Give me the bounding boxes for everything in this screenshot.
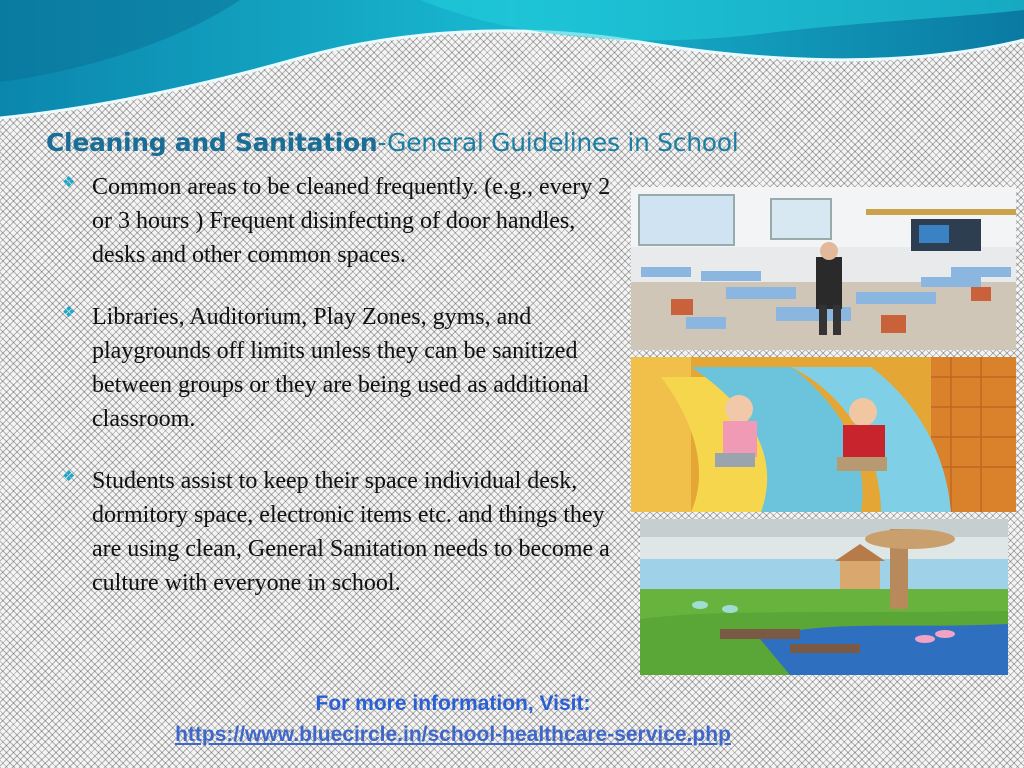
list-item (60, 170, 620, 272)
header-wave (0, 0, 1024, 140)
title-bold: Cleaning and Sanitation (46, 128, 378, 157)
bullet-text: Students assist to keep their space individual desk, dormitory space, electronic items etc. and things they are using clean, General Sanitation needs to become a culture with everyone in school. (92, 468, 610, 596)
bullet-text: Common areas to be cleaned frequently. (e.g., every 2 or 3 hours ) Frequent disinfecting of door handles, desks and other common spaces. (92, 174, 611, 268)
bullet-icon: ❖ (62, 175, 76, 191)
page-title (46, 128, 738, 157)
bullet-icon: ❖ (62, 305, 76, 321)
guidelines-list (60, 170, 620, 628)
footer-label: For more information, Visit: (315, 692, 591, 715)
bullet-icon: ❖ (62, 469, 76, 485)
indoor-play-area-photo (640, 519, 1008, 675)
list-item (60, 300, 620, 436)
title-rest: -General Guidelines in School (377, 128, 739, 157)
classroom-photo (631, 187, 1016, 350)
footer-url-link[interactable]: https://www.bluecircle.in/school-healthcare-service.php (175, 723, 731, 746)
playzone-photo (631, 357, 1016, 512)
bullet-text: Libraries, Auditorium, Play Zones, gyms, and playgrounds off limits unless they can be sanitized between groups or they are being used as additional classroom. (92, 304, 590, 432)
list-item (60, 464, 620, 600)
